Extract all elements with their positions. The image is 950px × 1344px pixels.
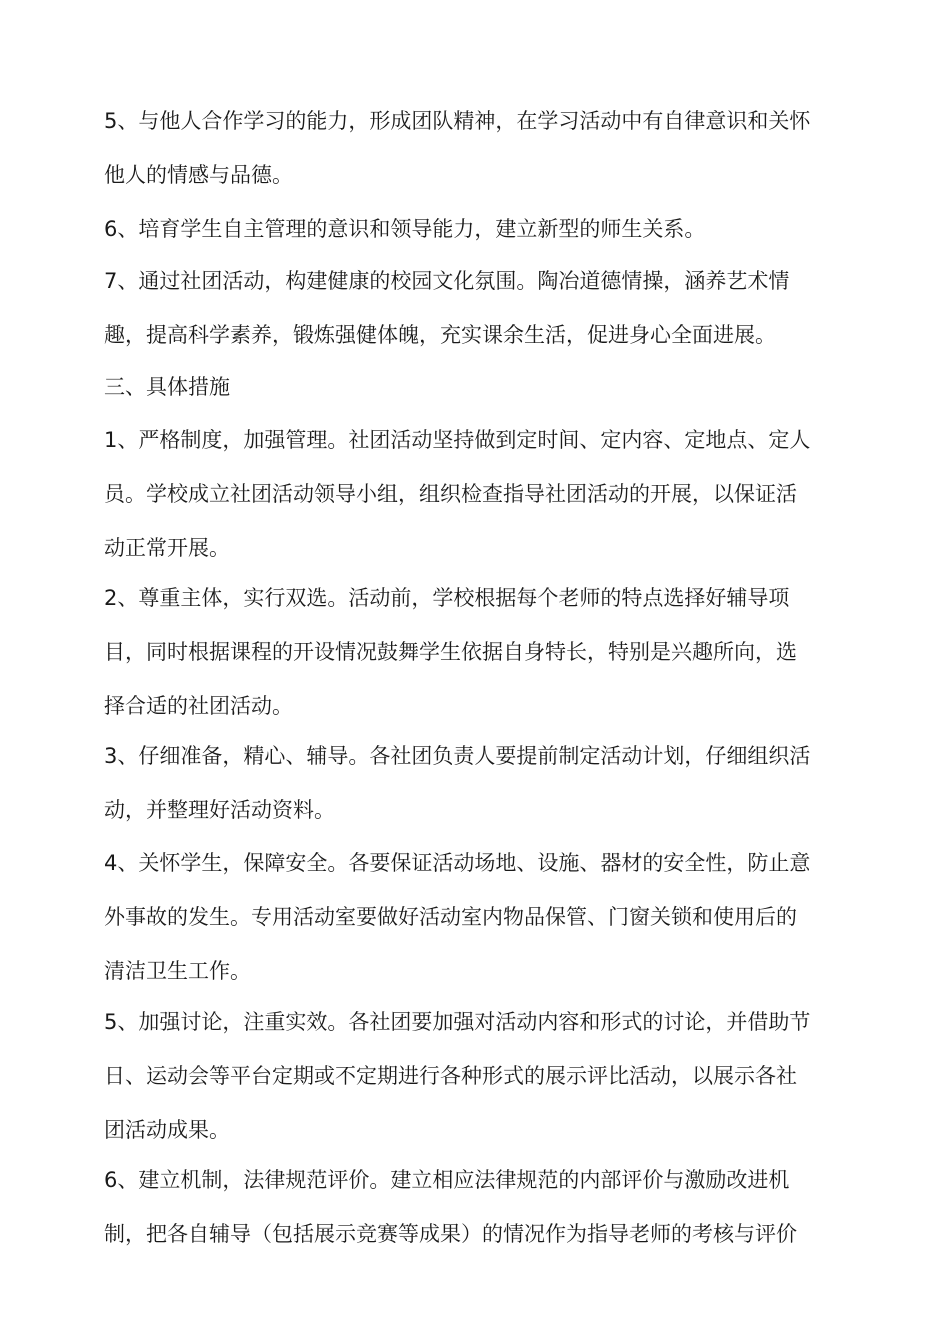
text-line: 4、关怀学生，保障安全。各要保证活动场地、设施、器材的安全性，防止意 [104, 851, 811, 875]
text-line: 2、尊重主体，实行双选。活动前，学校根据每个老师的特点选择好辅导项 [104, 586, 790, 610]
section-heading-text: 三、具体措施 [104, 375, 230, 399]
text-line: 6、建立机制，法律规范评价。建立相应法律规范的内部评价与激励改进机 [104, 1168, 790, 1192]
paragraph-measure-6 [104, 1153, 864, 1261]
text-line: 1、严格制度，加强管理。社团活动坚持做到定时间、定内容、定地点、定人 [104, 428, 811, 452]
text-line: 他人的情感与品德。 [104, 163, 293, 187]
paragraph-measure-1 [104, 413, 864, 575]
text-line: 清洁卫生工作。 [104, 959, 251, 983]
paragraph-measure-5 [104, 995, 864, 1157]
text-line: 外事故的发生。专用活动室要做好活动室内物品保管、门窗关锁和使用后的 [104, 905, 797, 929]
text-line: 制，把各自辅导（包括展示竞赛等成果）的情况作为指导老师的考核与评价 [104, 1222, 797, 1246]
text-line: 团活动成果。 [104, 1118, 230, 1142]
paragraph-goal-5 [104, 94, 864, 202]
text-line: 日、运动会等平台定期或不定期进行各种形式的展示评比活动，以展示各社 [104, 1064, 797, 1088]
paragraph-goal-7 [104, 254, 864, 362]
text-line: 5、加强讨论，注重实效。各社团要加强对活动内容和形式的讨论，并借助节 [104, 1010, 811, 1034]
text-line: 员。学校成立社团活动领导小组，组织检查指导社团活动的开展，以保证活 [104, 482, 797, 506]
paragraph-goal-6 [104, 202, 864, 256]
text-line: 趣，提高科学素养，锻炼强健体魄，充实课余生活，促进身心全面进展。 [104, 323, 776, 347]
section-heading-measures [104, 360, 864, 414]
text-line: 3、仔细准备，精心、辅导。各社团负责人要提前制定活动计划，仔细组织活 [104, 744, 811, 768]
text-line: 6、培育学生自主管理的意识和领导能力，建立新型的师生关系。 [104, 217, 706, 241]
paragraph-measure-4 [104, 836, 864, 998]
text-line: 动，并整理好活动资料。 [104, 798, 335, 822]
text-line: 5、与他人合作学习的能力，形成团队精神，在学习活动中有自律意识和关怀 [104, 109, 811, 133]
text-line: 7、通过社团活动，构建健康的校园文化氛围。陶冶道德情操，涵养艺术情 [104, 269, 790, 293]
paragraph-measure-2 [104, 571, 864, 733]
paragraph-measure-3 [104, 729, 864, 837]
text-line: 动正常开展。 [104, 536, 230, 560]
text-line: 择合适的社团活动。 [104, 694, 293, 718]
text-line: 目，同时根据课程的开设情况鼓舞学生依据自身特长，特别是兴趣所向，选 [104, 640, 797, 664]
